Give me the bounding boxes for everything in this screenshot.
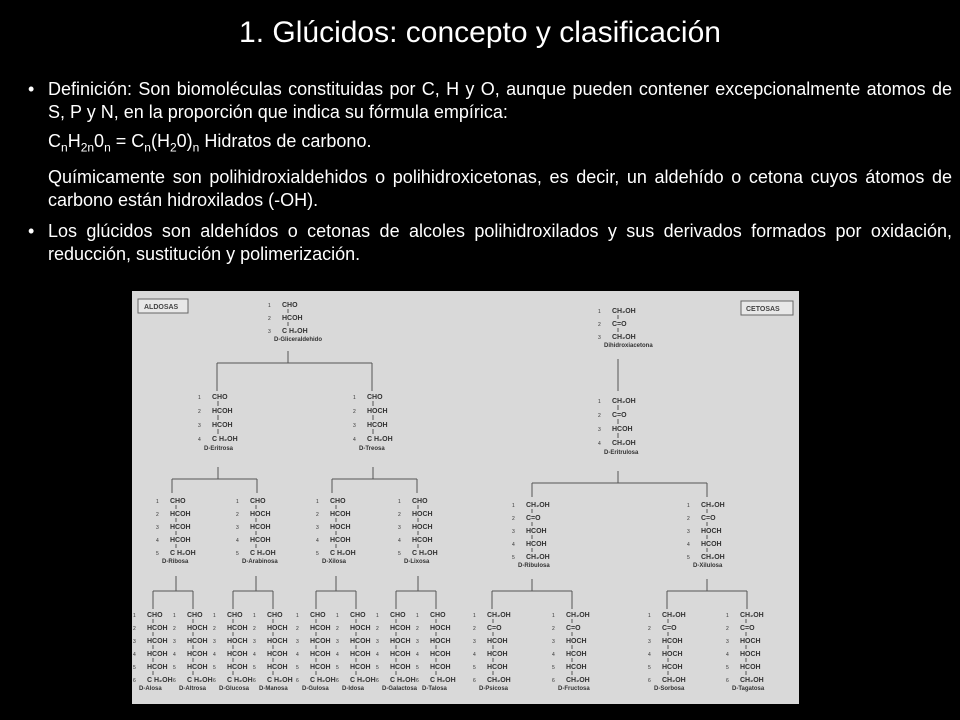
carbon-group: C H₂OH (147, 677, 173, 684)
carbon-number: 5 (213, 665, 216, 671)
carbon-group: HCOH (390, 664, 411, 671)
carbon-number: 1 (236, 499, 239, 505)
carbon-group: HCOH (740, 664, 761, 671)
carbon-group: CH₂OH (612, 308, 636, 315)
carbon-number: 2 (376, 626, 379, 632)
carbon-group: HCOH (170, 537, 191, 544)
carbon-group: HCOH (282, 315, 303, 322)
carbon-group: HCOH (566, 664, 587, 671)
sugar-name: D-Xilosa (322, 559, 347, 565)
carbon-group: C=O (701, 515, 716, 522)
carbon-number: 1 (598, 309, 601, 315)
carbon-number: 3 (156, 525, 159, 531)
carbon-number: 3 (198, 423, 201, 429)
carbon-group: HOCH (250, 511, 271, 518)
carbon-number: 6 (552, 678, 555, 684)
carbon-number: 2 (198, 409, 201, 415)
carbon-group: HCOH (170, 524, 191, 531)
carbon-number: 2 (133, 626, 136, 632)
carbon-group: CHO (390, 612, 406, 619)
carbon-group: C H₂OH (430, 677, 456, 684)
sugar-name: D-Sorbosa (654, 686, 685, 692)
carbon-number: 3 (353, 423, 356, 429)
carbon-number: 6 (473, 678, 476, 684)
carbon-number: 2 (416, 626, 419, 632)
carbon-number: 1 (353, 395, 356, 401)
carbon-group: HCOH (212, 422, 233, 429)
carbon-group: C=O (487, 625, 502, 632)
carbon-group: HOCH (227, 638, 248, 645)
carbon-group: HCOH (487, 651, 508, 658)
carbon-number: 6 (133, 678, 136, 684)
carbon-number: 5 (316, 551, 319, 557)
carbon-number: 2 (156, 512, 159, 518)
carbon-group: C H₂OH (412, 550, 438, 557)
carbon-group: CHO (412, 498, 428, 505)
carbon-group: HOCH (662, 651, 683, 658)
carbon-group: C H₂OH (310, 677, 336, 684)
carbon-number: 2 (296, 626, 299, 632)
carbon-group: HCOH (267, 664, 288, 671)
carbon-number: 1 (473, 613, 476, 619)
carbon-group: HCOH (412, 537, 433, 544)
sugar-name: D-Psicosa (479, 686, 509, 692)
carbon-number: 1 (213, 613, 216, 619)
carbon-group: HOCH (390, 638, 411, 645)
sugar-name: D-Idosa (342, 686, 365, 692)
carbon-group: HCOH (187, 651, 208, 658)
carbon-group: HCOH (227, 664, 248, 671)
carbon-number: 4 (687, 542, 690, 548)
carbon-number: 1 (552, 613, 555, 619)
carbon-number: 3 (316, 525, 319, 531)
carbon-number: 1 (726, 613, 729, 619)
carbon-group: C=O (526, 515, 541, 522)
carbon-number: 3 (552, 639, 555, 645)
carbon-group: HOCH (412, 524, 433, 531)
carbon-number: 3 (598, 427, 601, 433)
carbon-group: HCOH (330, 537, 351, 544)
carbon-group: HOCH (267, 638, 288, 645)
carbon-number: 2 (236, 512, 239, 518)
carbon-group: CHO (282, 302, 298, 309)
carbon-number: 2 (473, 626, 476, 632)
carbon-number: 3 (133, 639, 136, 645)
bullet-dot: • (28, 79, 35, 99)
carbon-number: 4 (236, 538, 239, 544)
carbon-number: 6 (376, 678, 379, 684)
carbon-number: 5 (473, 665, 476, 671)
carbon-number: 5 (376, 665, 379, 671)
carbon-group: C H₂OH (350, 677, 376, 684)
carbon-group: HOCH (430, 625, 451, 632)
carbon-group: HOCH (267, 625, 288, 632)
carbon-number: 5 (398, 551, 401, 557)
carbon-number: 1 (687, 503, 690, 509)
carbon-group: C H₂OH (390, 677, 416, 684)
carbon-group: CH₂OH (740, 677, 764, 684)
glucidos-text: Los glúcidos son aldehídos o cetonas de alcoles polihidroxilados y sus derivados formados por oxidación, reducción, sustitución y polimerización. (48, 220, 952, 264)
carbon-number: 4 (648, 652, 651, 658)
quimica-text: Químicamente son polihidroxialdehidos o polihidroxicetonas, es decir, un aldehído o cetona cuyos átomos de carbono están hidroxilados (-OH). (48, 166, 952, 210)
carbon-number: 1 (133, 613, 136, 619)
tree-structures (133, 302, 765, 692)
carbon-group: C H₂OH (282, 328, 308, 335)
carbon-number: 3 (213, 639, 216, 645)
carbon-number: 3 (398, 525, 401, 531)
carbon-number: 3 (726, 639, 729, 645)
carbon-number: 3 (236, 525, 239, 531)
carbon-number: 4 (156, 538, 159, 544)
carbon-group: CH₂OH (662, 612, 686, 619)
carbon-group: HOCH (187, 625, 208, 632)
carbon-group: CH₂OH (662, 677, 686, 684)
carbon-group: CHO (310, 612, 326, 619)
carbon-number: 4 (512, 542, 515, 548)
carbon-number: 4 (213, 652, 216, 658)
carbon-group: CH₂OH (740, 612, 764, 619)
bullet-dot: • (28, 220, 35, 241)
carbon-group: C=O (740, 625, 755, 632)
carbon-group: C H₂OH (267, 677, 293, 684)
sugar-name: D-Arabinosa (242, 559, 278, 565)
carbon-number: 4 (316, 538, 319, 544)
carbon-number: 6 (416, 678, 419, 684)
sugar-name: D-Altrosa (179, 686, 207, 692)
carbon-group: HCOH (310, 625, 331, 632)
sugar-name: D-Treosa (359, 446, 385, 452)
carbon-group: HCOH (187, 638, 208, 645)
sugar-name: D-Alosa (139, 686, 162, 692)
carbon-number: 5 (133, 665, 136, 671)
carbon-group: CH₂OH (566, 612, 590, 619)
carbon-group: CHO (147, 612, 163, 619)
sugar-name: D-Manosa (259, 686, 288, 692)
carbon-group: C=O (612, 321, 627, 328)
carbon-number: 3 (253, 639, 256, 645)
carbon-group: HCOH (430, 664, 451, 671)
bullet-glucidos (28, 220, 952, 266)
carbon-number: 3 (416, 639, 419, 645)
carbon-group: CHO (367, 394, 383, 401)
carbon-group: HCOH (662, 664, 683, 671)
carbon-number: 4 (253, 652, 256, 658)
carbon-group: HCOH (187, 664, 208, 671)
carbon-group: HOCH (430, 638, 451, 645)
carbon-group: CH₂OH (612, 334, 636, 341)
carbon-number: 2 (552, 626, 555, 632)
carbon-number: 3 (648, 639, 651, 645)
carbon-number: 3 (598, 335, 601, 341)
carbon-number: 4 (173, 652, 176, 658)
carbon-group: CHO (212, 394, 228, 401)
carbon-group: HCOH (367, 422, 388, 429)
carbon-number: 6 (336, 678, 339, 684)
carbon-number: 3 (376, 639, 379, 645)
carbon-group: HCOH (662, 638, 683, 645)
carbon-number: 5 (552, 665, 555, 671)
carbon-group: HCOH (310, 664, 331, 671)
carbon-number: 1 (268, 303, 271, 309)
carbon-number: 2 (336, 626, 339, 632)
sugar-name: D-Glucosa (219, 686, 250, 692)
carbon-number: 4 (598, 441, 601, 447)
carbon-group: HCOH (227, 651, 248, 658)
carbon-number: 3 (473, 639, 476, 645)
carbon-number: 5 (726, 665, 729, 671)
carbon-number: 5 (416, 665, 419, 671)
carbon-number: 2 (268, 316, 271, 322)
slide-content (28, 78, 952, 266)
carbon-number: 2 (648, 626, 651, 632)
carbon-group: HOCH (412, 511, 433, 518)
carbon-number: 6 (648, 678, 651, 684)
carbon-group: HOCH (740, 638, 761, 645)
carbon-number: 4 (336, 652, 339, 658)
carbon-number: 4 (726, 652, 729, 658)
carbon-number: 1 (398, 499, 401, 505)
carbon-group: HCOH (250, 524, 271, 531)
carbon-group: HCOH (147, 664, 168, 671)
carbon-group: CH₂OH (612, 440, 636, 447)
sugar-name: Dihidroxiacetona (604, 343, 653, 349)
carbon-number: 2 (598, 413, 601, 419)
carbon-number: 5 (173, 665, 176, 671)
carbon-number: 5 (512, 555, 515, 561)
carbon-number: 3 (687, 529, 690, 535)
sugar-name: D-Tagatosa (732, 686, 765, 692)
carbon-group: HOCH (367, 408, 388, 415)
sugar-name: D-Eritrulosa (604, 450, 639, 456)
carbon-number: 1 (156, 499, 159, 505)
carbon-group: HCOH (310, 651, 331, 658)
carbon-group: HCOH (390, 625, 411, 632)
carbon-number: 4 (133, 652, 136, 658)
carbon-group: HCOH (566, 651, 587, 658)
carbon-number: 2 (173, 626, 176, 632)
carbon-group: C H₂OH (187, 677, 213, 684)
carbon-group: HCOH (147, 638, 168, 645)
carbon-group: C H₂OH (227, 677, 253, 684)
carbon-number: 1 (416, 613, 419, 619)
carbon-number: 4 (296, 652, 299, 658)
carbon-number: 5 (336, 665, 339, 671)
carbon-group: CH₂OH (487, 612, 511, 619)
carbon-number: 4 (376, 652, 379, 658)
carbon-number: 4 (198, 437, 201, 443)
carbon-group: HCOH (267, 651, 288, 658)
carbon-number: 2 (253, 626, 256, 632)
carbon-group: HCOH (227, 625, 248, 632)
carbon-group: C H₂OH (367, 436, 393, 443)
carbon-number: 3 (296, 639, 299, 645)
carbon-number: 4 (416, 652, 419, 658)
carbon-group: HCOH (212, 408, 233, 415)
sugar-name: D-Eritrosa (204, 446, 234, 452)
carbon-number: 1 (253, 613, 256, 619)
carbon-group: HOCH (330, 524, 351, 531)
formula-line: $C_nH_{2n}0_n = C_n(H_20)_n$ Hidratos de carbono. (48, 131, 372, 155)
carbon-group: HCOH (147, 651, 168, 658)
carbon-number: 2 (353, 409, 356, 415)
carbon-number: 1 (598, 399, 601, 405)
sugar-name: D-Gliceraldehido (274, 337, 323, 343)
carbon-group: C=O (566, 625, 581, 632)
carbon-number: 5 (253, 665, 256, 671)
carbon-number: 1 (316, 499, 319, 505)
carbon-number: 3 (336, 639, 339, 645)
carbon-number: 2 (726, 626, 729, 632)
classification-diagram (132, 291, 799, 704)
sugar-name: D-Ribulosa (518, 563, 550, 569)
carbon-number: 1 (648, 613, 651, 619)
carbon-number: 6 (173, 678, 176, 684)
carbon-group: HCOH (310, 638, 331, 645)
carbon-number: 3 (268, 329, 271, 335)
sugar-name: D-Gulosa (302, 686, 329, 692)
carbon-group: HCOH (350, 638, 371, 645)
carbon-group: HOCH (350, 625, 371, 632)
carbon-group: HCOH (430, 651, 451, 658)
carbon-number: 1 (512, 503, 515, 509)
carbon-group: C H₂OH (212, 436, 238, 443)
carbon-group: HCOH (487, 664, 508, 671)
carbon-group: C=O (612, 412, 627, 419)
carbon-number: 4 (353, 437, 356, 443)
carbon-number: 1 (173, 613, 176, 619)
carbon-number: 1 (198, 395, 201, 401)
sugar-name: D-Lixosa (404, 559, 430, 565)
carbon-group: CHO (187, 612, 203, 619)
carbon-number: 6 (213, 678, 216, 684)
carbon-number: 4 (473, 652, 476, 658)
carbon-number: 5 (156, 551, 159, 557)
carbon-number: 1 (296, 613, 299, 619)
carbon-group: CHO (170, 498, 186, 505)
carbon-group: HCOH (350, 664, 371, 671)
carbon-group: HCOH (250, 537, 271, 544)
monosaccharide-tree (132, 291, 799, 704)
formula-suffix: Hidratos de carbono. (204, 131, 372, 151)
sugar-name: D-Xilulosa (693, 563, 723, 569)
aldosas-label: ALDOSAS (144, 304, 179, 311)
carbon-group: CHO (350, 612, 366, 619)
carbon-number: 4 (552, 652, 555, 658)
sugar-name: D-Galactosa (382, 686, 418, 692)
carbon-number: 5 (687, 555, 690, 561)
carbon-number: 5 (236, 551, 239, 557)
carbon-group: HCOH (526, 528, 547, 535)
carbon-group: HCOH (390, 651, 411, 658)
carbon-number: 6 (296, 678, 299, 684)
slide-title: 1. Glúcidos: concepto y clasificación (239, 16, 721, 49)
sugar-name: D-Ribosa (162, 559, 189, 565)
carbon-group: HCOH (330, 511, 351, 518)
carbon-number: 5 (648, 665, 651, 671)
carbon-number: 6 (726, 678, 729, 684)
carbon-number: 2 (398, 512, 401, 518)
carbon-number: 4 (398, 538, 401, 544)
carbon-group: CH₂OH (566, 677, 590, 684)
carbon-number: 2 (687, 516, 690, 522)
carbon-number: 2 (213, 626, 216, 632)
carbon-group: CH₂OH (526, 502, 550, 509)
carbon-number: 2 (598, 322, 601, 328)
carbon-group: HCOH (701, 541, 722, 548)
carbon-group: CH₂OH (526, 554, 550, 561)
carbon-group: HCOH (612, 426, 633, 433)
carbon-group: HCOH (170, 511, 191, 518)
carbon-number: 6 (253, 678, 256, 684)
carbon-group: CHO (250, 498, 266, 505)
definicion-text: Definición: Son biomoléculas constituidas por C, H y O, aunque pueden contener excepcionalmente atomos de S, P y N, en la proporción que indica su fórmula empírica: (48, 79, 952, 122)
carbon-group: C H₂OH (170, 550, 196, 557)
carbon-group: C=O (662, 625, 677, 632)
carbon-group: CHO (227, 612, 243, 619)
carbon-number: 3 (512, 529, 515, 535)
carbon-group: CH₂OH (487, 677, 511, 684)
carbon-group: HOCH (701, 528, 722, 535)
carbon-group: HCOH (487, 638, 508, 645)
carbon-number: 3 (173, 639, 176, 645)
carbon-group: C H₂OH (330, 550, 356, 557)
sugar-name: D-Fructosa (558, 686, 590, 692)
carbon-group: CH₂OH (701, 554, 725, 561)
carbon-group: HOCH (740, 651, 761, 658)
carbon-number: 2 (512, 516, 515, 522)
sugar-name: D-Talosa (422, 686, 447, 692)
carbon-group: C H₂OH (250, 550, 276, 557)
carbon-group: CH₂OH (701, 502, 725, 509)
carbon-number: 1 (376, 613, 379, 619)
carbon-group: HCOH (147, 625, 168, 632)
carbon-group: CHO (267, 612, 283, 619)
carbon-group: CHO (330, 498, 346, 505)
carbon-group: HOCH (566, 638, 587, 645)
carbon-number: 1 (336, 613, 339, 619)
carbon-group: CHO (430, 612, 446, 619)
bullet-definicion (28, 78, 952, 124)
carbon-group: CH₂OH (612, 398, 636, 405)
carbon-number: 5 (296, 665, 299, 671)
cetosas-label: CETOSAS (746, 306, 780, 313)
carbon-group: HCOH (526, 541, 547, 548)
carbon-number: 2 (316, 512, 319, 518)
carbon-group: HCOH (350, 651, 371, 658)
